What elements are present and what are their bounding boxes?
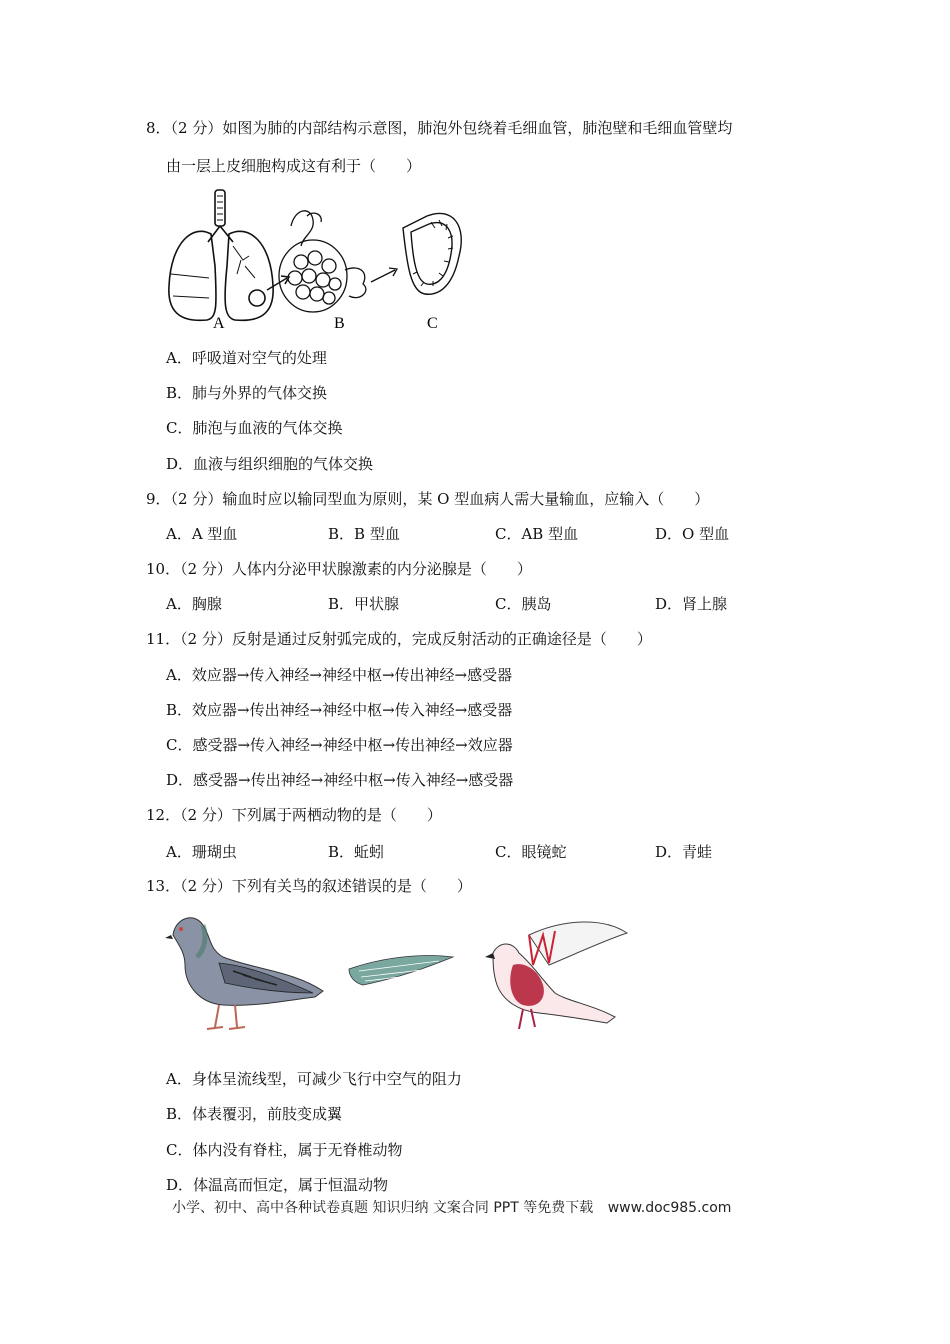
page-footer — [172, 1197, 731, 1217]
q9-stem: 9．（2 分）输血时应以输同型血为原则，某 O 型血病人需大量输血，应输入（ ） — [146, 490, 710, 508]
q8-stem-line2: 由一层上皮细胞构成这有利于（ ） — [166, 157, 422, 175]
q10-option-d[interactable]: D．肾上腺 — [655, 595, 728, 613]
q10-stem: 10．（2 分）人体内分泌甲状腺激素的内分泌腺是（ ） — [146, 560, 532, 578]
q12-stem: 12．（2 分）下列属于两栖动物的是（ ） — [146, 806, 442, 824]
bird-anatomy-image — [485, 922, 627, 1029]
q12-option-a[interactable]: A．珊瑚虫 — [166, 843, 237, 861]
footer-text: 小学、初中、高中各种试卷真题 知识归纳 文案合同 PPT 等免费下载 — [172, 1200, 594, 1216]
q10-option-a[interactable]: A．胸腺 — [166, 595, 222, 613]
pigeon-image — [165, 918, 323, 1029]
q10-option-c[interactable]: C．胰岛 — [495, 595, 552, 613]
q11-option-c[interactable]: C．感受器→传入神经→神经中枢→传出神经→效应器 — [166, 736, 513, 754]
q8-option-c[interactable]: C．肺泡与血液的气体交换 — [166, 419, 343, 437]
q13-option-a[interactable]: A．身体呈流线型，可减少飞行中空气的阻力 — [166, 1070, 462, 1088]
q8-option-b[interactable]: B．肺与外界的气体交换 — [166, 384, 328, 402]
q9-option-b[interactable]: B．B 型血 — [328, 525, 400, 543]
figure-label-b: B — [334, 315, 345, 332]
q11-option-d[interactable]: D．感受器→传出神经→神经中枢→传入神经→感受器 — [166, 771, 514, 789]
q8-option-a[interactable]: A．呼吸道对空气的处理 — [166, 349, 327, 367]
q12-option-b[interactable]: B．蚯蚓 — [328, 843, 385, 861]
q8-option-d[interactable]: D．血液与组织细胞的气体交换 — [166, 455, 374, 473]
q13-option-b[interactable]: B．体表覆羽，前肢变成翼 — [166, 1105, 343, 1123]
q13-option-c[interactable]: C．体内没有脊柱，属于无脊椎动物 — [166, 1141, 403, 1159]
wing-image — [349, 956, 453, 986]
figure-label-c: C — [427, 315, 438, 332]
q11-stem: 11．（2 分）反射是通过反射弧完成的，完成反射活动的正确途径是（ ） — [146, 630, 652, 648]
q9-option-c[interactable]: C．AB 型血 — [495, 525, 579, 543]
q13-stem: 13．（2 分）下列有关鸟的叙述错误的是（ ） — [146, 877, 472, 895]
figure-label-a: A — [213, 315, 225, 332]
q12-option-d[interactable]: D．青蛙 — [655, 843, 713, 861]
lung-structure-figure — [163, 186, 463, 334]
q8-stem-line1: 8．（2 分）如图为肺的内部结构示意图，肺泡外包绕着毛细血管，肺泡壁和毛细血管壁均 — [146, 119, 733, 137]
q9-option-d[interactable]: D．O 型血 — [655, 525, 730, 543]
q9-option-a[interactable]: A．A 型血 — [166, 525, 238, 543]
q12-option-c[interactable]: C．眼镜蛇 — [495, 843, 567, 861]
bird-figure — [163, 905, 633, 1045]
q11-option-b[interactable]: B．效应器→传出神经→神经中枢→传入神经→感受器 — [166, 701, 513, 719]
q11-option-a[interactable]: A．效应器→传入神经→神经中枢→传出神经→感受器 — [166, 666, 513, 684]
q10-option-b[interactable]: B．甲状腺 — [328, 595, 400, 613]
q13-option-d[interactable]: D．体温高而恒定，属于恒温动物 — [166, 1176, 389, 1194]
footer-url-link[interactable]: www.doc985.com — [607, 1200, 732, 1216]
